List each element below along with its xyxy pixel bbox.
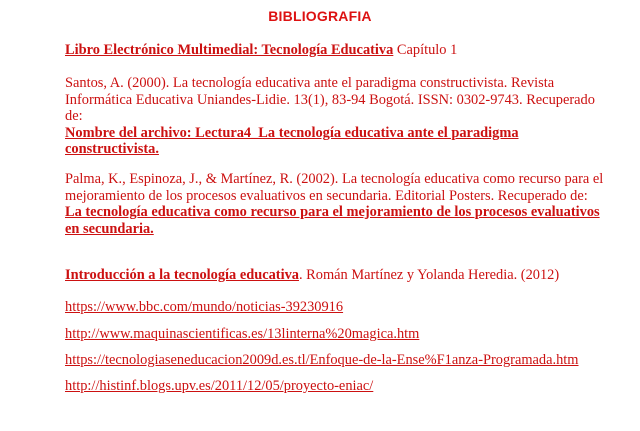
entry-4: [65, 267, 605, 284]
url-link[interactable]: http://www.maquinascientificas.es/13linterna%20magica.htm: [65, 326, 420, 342]
entry-3-link[interactable]: La tecnología educativa como recurso para el mejoramiento de los procesos evaluativos en secundaria.: [65, 204, 600, 237]
entry-3: [65, 171, 605, 237]
entry-4-suffix: . Román Martínez y Yolanda Heredia. (2012): [298, 267, 560, 283]
entry-1: [65, 42, 605, 59]
page-title: BIBLIOGRAFIA: [268, 8, 372, 24]
entry-3-citation: Palma, K., Espinoza, J., & Martínez, R. (2002). La tecnología educativa como recurso para el mejoramiento de los procesos evaluativos en secundaria. Editorial Posters. Recuperado de:: [65, 171, 604, 204]
entry-2-citation: Santos, A. (2000). La tecnología educativa ante el paradigma constructivista. Revista Informática Educativa Uniandes-Lidie. 13(1), 83-94 Bogotá. ISSN: 0302-9743. Recuperado de:: [65, 75, 595, 124]
url-link[interactable]: http://histinf.blogs.upv.es/2011/12/05/proyecto-eniac/: [65, 378, 374, 394]
entry-2-link[interactable]: Nombre del archivo: Lectura4_La tecnología educativa ante el paradigma constructivista.: [65, 124, 519, 157]
entry-2: [65, 75, 605, 158]
entry-1-suffix: Capítulo 1: [393, 42, 458, 58]
url-link[interactable]: https://tecnologiaseneducacion2009d.es.tl/Enfoque-de-la-Ense%F1anza-Programada.htm: [65, 352, 579, 368]
entry-4-link[interactable]: Introducción a la tecnología educativa: [65, 267, 299, 283]
entry-1-link[interactable]: Libro Electrónico Multimedial: Tecnología Educativa: [65, 42, 394, 58]
url-link[interactable]: https://www.bbc.com/mundo/noticias-39230916: [65, 299, 344, 315]
